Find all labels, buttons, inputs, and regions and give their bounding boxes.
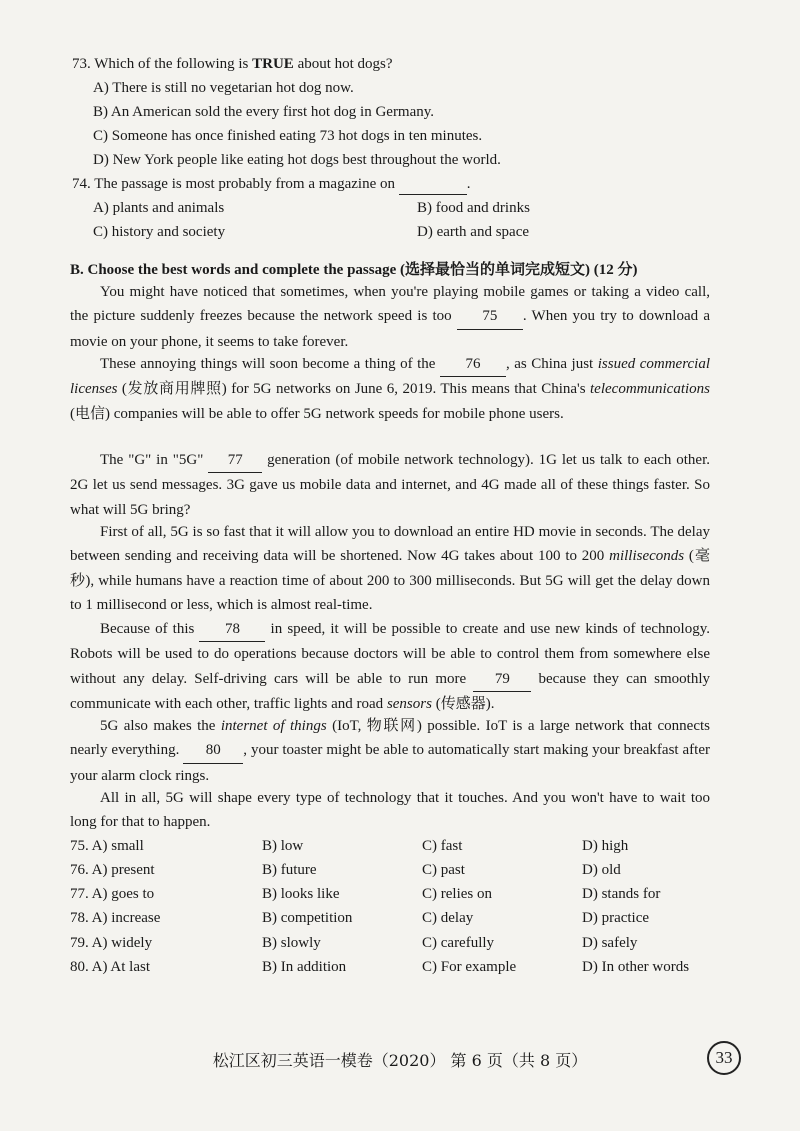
section-b-title: B. Choose the best words and complete the passage (选择最恰当的单词完成短文) (12 分) — [70, 262, 638, 278]
q74-option-c: C) history and society — [93, 224, 226, 240]
p1-text-a: You might have noticed that sometimes, when you're playing mobile games or taking a video call, the picture suddenly freezes because the network speed is too — [70, 284, 710, 325]
answer-76-c: C) past — [422, 862, 465, 878]
passage-paragraph-5 — [70, 617, 710, 716]
passage-paragraph-6 — [70, 714, 710, 788]
answer-77-c: C) relies on — [422, 886, 492, 902]
q74-blank — [399, 174, 467, 195]
answer-row-75 — [70, 834, 720, 858]
page-number-badge: 33 — [707, 1041, 741, 1075]
p2-italic-telecom: telecommunications — [590, 381, 710, 398]
q74-stem-text: 74. The passage is most probably from a magazine on — [72, 176, 395, 192]
answer-row-80 — [70, 955, 720, 979]
blank-78: 78 — [199, 617, 265, 642]
blank-80: 80 — [183, 738, 243, 763]
p2-text-d: (电信) companies will be able to offer 5G network speeds for mobile phone users. — [70, 405, 564, 422]
answer-75-b: B) low — [262, 838, 304, 854]
answer-80-a: 80. A) At last — [70, 959, 151, 975]
p4-italic-milliseconds: milliseconds — [609, 548, 685, 565]
p2-italic-licenses: issued commercial licenses — [70, 356, 710, 398]
p4-text-a: First of all, 5G is so fast that it will allow you to download an entire HD movie in seconds. The delay between sending and receiving data will be shortened. Now 4G takes about 100 to 200 — [70, 524, 710, 565]
p5-text-c: because they can smoothly communicate with each other, traffic lights and road — [70, 670, 710, 712]
q73-stem-pre: 73. Which of the following is — [72, 56, 253, 72]
answer-79-c: C) carefully — [422, 935, 495, 951]
passage-paragraph-2 — [70, 352, 710, 426]
blank-76: 76 — [440, 352, 506, 377]
answer-80-c: C) For example — [422, 959, 517, 975]
answer-75-d: D) high — [582, 838, 629, 854]
answer-row-77 — [70, 882, 720, 906]
p5-text-d: (传感器). — [431, 695, 495, 712]
answer-79-b: B) slowly — [262, 935, 321, 951]
answer-75-c: C) fast — [422, 838, 463, 854]
q73-option-d: D) New York people like eating hot dogs best throughout the world. — [93, 152, 501, 168]
p6-italic-iot: internet of things — [220, 718, 327, 734]
p3-text-b: generation (of mobile network technology). 1G let us talk to each other. 2G let us send messages. 3G gave us mobile data and internet, and 4G made all of these things faster. So what will 5G bring? — [70, 452, 710, 518]
answer-row-76 — [70, 858, 720, 882]
p1-text-b: . When you try to download a movie on your phone, it seems to take forever. — [70, 308, 710, 350]
p4-text-b: (毫秒), while humans have a reaction time of about 200 to 300 milliseconds. But 5G will get the delay down to 1 millisecond or less, which is almost real-time. — [70, 548, 710, 613]
page-footer: 松江区初三英语一模卷（2020） 第 6 页（共 8 页） — [212, 1051, 588, 1070]
answer-77-a: 77. A) goes to — [70, 886, 155, 902]
p7-text: All in all, 5G will shape every type of technology that it touches. And you won't have to wait too long for that to happen. — [70, 790, 710, 831]
answer-77-b: B) looks like — [262, 886, 340, 902]
answer-79-a: 79. A) widely — [70, 935, 153, 951]
blank-75: 75 — [457, 304, 523, 329]
p2-text-c: (发放商用牌照) for 5G networks on June 6, 2019. This means that China's — [117, 381, 591, 398]
p5-text-a: Because of this — [100, 621, 200, 637]
answer-76-d: D) old — [582, 862, 621, 878]
passage-paragraph-7 — [70, 786, 710, 835]
answer-78-a: 78. A) increase — [70, 910, 161, 926]
q73-option-c: C) Someone has once finished eating 73 hot dogs in ten minutes. — [93, 128, 483, 144]
answer-80-b: B) In addition — [262, 959, 347, 975]
answer-row-78 — [70, 906, 720, 930]
q73-option-b: B) An American sold the every first hot dog in Germany. — [93, 104, 435, 120]
p2-text-a: These annoying things will soon become a thing of the — [100, 356, 440, 372]
q74-stem-end: . — [466, 176, 471, 192]
answer-78-d: D) practice — [582, 910, 650, 926]
passage-paragraph-4 — [70, 520, 710, 617]
p3-text-a: The "G" in "5G" — [100, 452, 209, 468]
answer-77-d: D) stands for — [582, 886, 661, 902]
p6-text-a: 5G also makes the — [100, 718, 221, 734]
p5-italic-sensors: sensors — [386, 695, 432, 712]
q74-option-b: B) food and drinks — [417, 200, 530, 216]
answer-76-a: 76. A) present — [70, 862, 155, 878]
answer-79-d: D) safely — [582, 935, 638, 951]
p6-text-c: , your toaster might be able to automatically start making your breakfast after your alarm clock rings. — [70, 742, 710, 784]
p2-text-b: , as China just — [505, 356, 598, 372]
blank-79: 79 — [473, 667, 531, 692]
q73-option-a: A) There is still no vegetarian hot dog now. — [93, 80, 354, 96]
q74-stem — [72, 174, 470, 195]
q74-option-a: A) plants and animals — [93, 200, 225, 216]
q73-stem-bold: TRUE — [252, 56, 294, 72]
answer-80-d: D) In other words — [582, 959, 690, 975]
p5-text-b: in speed, it will be possible to create and use new kinds of technology. Robots will be used to do operations because doctors will be able to control them from somewhere else without any delay. Self-driving cars will be able to run more — [70, 621, 710, 687]
passage-paragraph-1 — [70, 280, 710, 354]
answer-78-c: C) delay — [422, 910, 474, 926]
answer-78-b: B) competition — [262, 910, 353, 926]
q73-stem — [72, 54, 393, 74]
q73-stem-post: about hot dogs? — [293, 56, 393, 72]
answer-75-a: 75. A) small — [70, 838, 144, 854]
passage-paragraph-3 — [70, 448, 710, 522]
p6-text-b: (IoT, 物联网) possible. IoT is a large network that connects nearly everything. — [70, 718, 710, 759]
q74-option-d: D) earth and space — [417, 224, 530, 240]
answer-row-79 — [70, 931, 720, 955]
blank-77: 77 — [208, 448, 262, 473]
answer-76-b: B) future — [262, 862, 317, 878]
